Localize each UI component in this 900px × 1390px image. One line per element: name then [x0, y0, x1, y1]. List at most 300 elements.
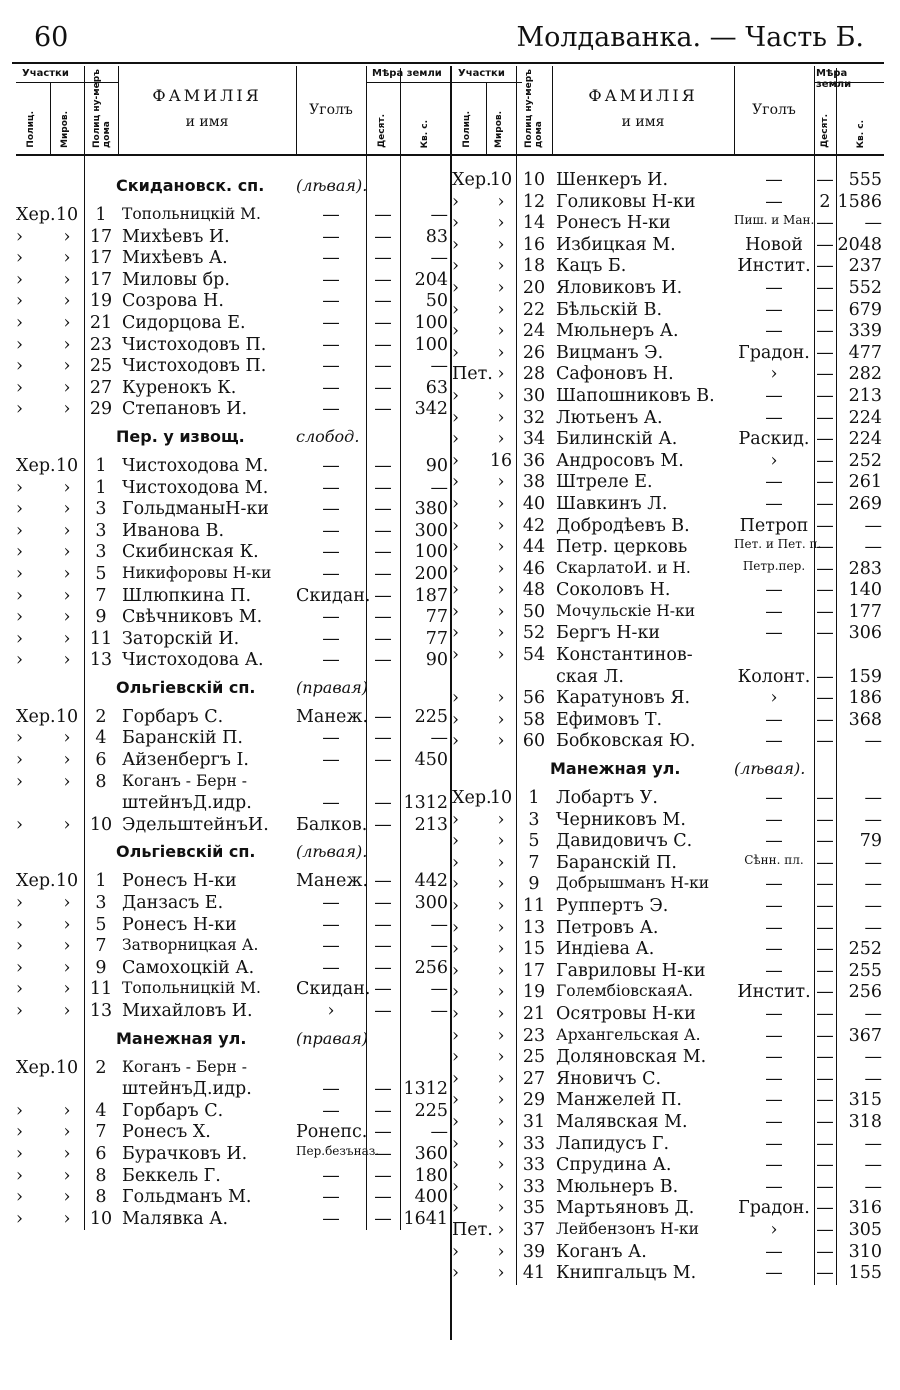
polits-cell: › — [16, 650, 23, 671]
kv-cell: 252 — [848, 939, 882, 960]
surname-cell: Бѣльскій В. — [556, 299, 663, 320]
mirov-cell: › — [63, 771, 71, 792]
surname-cell: Баранскій П. — [122, 728, 243, 749]
kv-cell: 477 — [848, 342, 882, 363]
house-number-cell: 22 — [522, 299, 546, 320]
table-row — [16, 1122, 454, 1144]
corner-cell: — — [765, 407, 783, 428]
header-polits-nomer: Полиц ну-меръ дома — [92, 69, 112, 148]
polits-cell: › — [16, 226, 23, 247]
corner-cell: — — [765, 1241, 783, 1262]
desyat-cell: — — [374, 793, 392, 814]
table-row — [16, 750, 454, 772]
table-row — [16, 815, 454, 837]
table-row — [452, 559, 884, 581]
corner-cell: Сѣнн. пл. — [744, 852, 804, 867]
corner-cell: — — [322, 291, 340, 312]
polits-cell: Хер. — [16, 205, 56, 225]
mirov-cell: › — [497, 1003, 505, 1024]
mirov-cell: › — [63, 1143, 71, 1164]
table-row — [452, 1047, 884, 1069]
surname-cell: Книпгальцъ М. — [556, 1263, 697, 1284]
table-row — [16, 499, 454, 521]
kv-cell: 555 — [848, 170, 882, 190]
desyat-cell: — — [374, 728, 392, 749]
corner-cell: Пет. и Пет. п. — [734, 537, 822, 552]
polits-cell: › — [452, 407, 459, 428]
corner-cell: — — [765, 731, 783, 752]
kv-cell: 100 — [414, 334, 448, 355]
house-number-cell: 29 — [89, 399, 113, 420]
house-number-cell: 6 — [95, 750, 107, 771]
table-row — [452, 300, 884, 322]
kv-cell: 256 — [848, 982, 882, 1003]
polits-cell: › — [452, 342, 459, 363]
mirov-cell: › — [497, 1025, 505, 1046]
kv-cell: 213 — [414, 814, 448, 835]
polits-cell: › — [452, 960, 459, 981]
header-polits-right: Полиц. — [462, 111, 472, 148]
table-row — [452, 961, 884, 983]
mirov-cell: › — [497, 1047, 505, 1068]
surname-cell: Лобартъ У. — [556, 788, 658, 809]
polits-cell: › — [452, 450, 459, 471]
surname-cell: Кацъ Б. — [556, 256, 627, 277]
mirov-cell: › — [63, 499, 71, 520]
corner-cell: — — [765, 1155, 783, 1176]
surname-cell: Гольдманъ М. — [122, 1187, 252, 1208]
kv-cell: 224 — [848, 407, 882, 428]
house-number-cell: 10 — [89, 814, 113, 835]
corner-cell: — — [765, 960, 783, 981]
table-row — [452, 1026, 884, 1048]
table-row — [452, 213, 884, 235]
section-title: Манежная ул. — [116, 1028, 247, 1048]
left-column — [16, 66, 454, 1380]
desyat-cell: — — [374, 520, 392, 541]
kv-cell: 552 — [848, 277, 882, 298]
surname-cell: Данзасъ Е. — [122, 893, 224, 914]
surname-cell: Каратуновъ Я. — [556, 688, 691, 709]
table-row — [452, 831, 884, 853]
desyat-cell: — — [374, 650, 392, 671]
house-number-cell: 17 — [522, 960, 546, 981]
desyat-cell: — — [816, 623, 834, 644]
desyat-cell: — — [816, 256, 834, 277]
house-number-cell: 13 — [522, 917, 546, 938]
surname-cell: Михѣевъ И. — [122, 226, 230, 247]
polits-cell: › — [452, 234, 459, 255]
polits-cell: › — [452, 515, 459, 536]
mirov-cell: 10 — [489, 788, 513, 809]
polits-cell: › — [16, 542, 23, 563]
house-number-cell: 1 — [95, 455, 107, 476]
surname-cell: ГольдманыН-ки — [122, 499, 269, 520]
house-number-cell: 56 — [522, 688, 546, 709]
house-number-cell: 14 — [522, 213, 546, 234]
desyat-cell: — — [816, 1111, 834, 1132]
polits-cell: › — [452, 874, 459, 895]
kv-cell: 1641 — [403, 1208, 448, 1229]
header-polits-nomer-right: Полиц ну-меръ дома — [524, 69, 544, 148]
house-number-cell: 19 — [522, 982, 546, 1003]
table-row — [452, 278, 884, 300]
house-number-cell: 10 — [522, 170, 546, 190]
polits-cell: › — [16, 563, 23, 584]
header-mirov-right: Миров. — [494, 110, 504, 148]
polits-cell: › — [452, 1241, 459, 1262]
polits-cell: › — [16, 893, 23, 914]
surname-cell: Бурачковъ И. — [122, 1143, 248, 1164]
house-number-cell: 27 — [89, 377, 113, 398]
polits-cell: › — [452, 493, 459, 514]
corner-cell: Петроп — [739, 515, 809, 536]
polits-cell: › — [452, 623, 459, 644]
mirov-cell: › — [63, 628, 71, 649]
polits-cell: › — [16, 248, 23, 269]
house-number-cell: 1 — [528, 788, 540, 809]
desyat-cell: — — [374, 455, 392, 476]
polits-cell: › — [16, 957, 23, 978]
mirov-cell: › — [63, 957, 71, 978]
corner-cell: Петр.пер. — [742, 558, 806, 573]
mirov-cell: › — [63, 893, 71, 914]
surname-cell: Избицкая М. — [556, 234, 676, 255]
mirov-cell: › — [497, 917, 505, 938]
polits-cell: › — [452, 939, 459, 960]
house-number-cell: 12 — [522, 191, 546, 212]
kv-cell: 1312 — [403, 793, 448, 814]
corner-cell: — — [765, 1025, 783, 1046]
table-row — [452, 853, 884, 875]
corner-cell: — — [765, 1263, 783, 1284]
section-side: (лѣвая). — [734, 759, 806, 779]
corner-cell: — — [765, 788, 783, 809]
mirov-cell: › — [63, 269, 71, 290]
mirov-cell: › — [497, 580, 505, 601]
corner-cell: — — [765, 1047, 783, 1068]
kv-cell: — — [864, 515, 882, 536]
desyat-cell: — — [816, 364, 834, 385]
kv-cell: 237 — [848, 256, 882, 277]
surname-cell: Чистоходова М. — [122, 455, 269, 476]
desyat-cell: — — [816, 809, 834, 830]
corner-cell: — — [322, 563, 340, 584]
polits-cell: › — [16, 499, 23, 520]
desyat-cell: — — [816, 1219, 834, 1240]
desyat-cell: — — [374, 750, 392, 771]
desyat-cell: — — [816, 234, 834, 255]
corner-cell: — — [322, 1100, 340, 1121]
house-number-cell: 25 — [522, 1047, 546, 1068]
kv-cell: — — [864, 731, 882, 752]
desyat-cell: — — [374, 312, 392, 333]
house-number-cell: 9 — [528, 874, 540, 895]
header-desyat: Десят. — [377, 114, 387, 148]
mirov-cell: › — [497, 1155, 505, 1176]
desyat-cell: — — [816, 1003, 834, 1024]
desyat-cell: — — [816, 1068, 834, 1089]
polits-cell: › — [452, 852, 459, 873]
table-row — [452, 1155, 884, 1177]
table-row — [452, 1198, 884, 1220]
kv-cell: 310 — [848, 1241, 882, 1262]
polits-cell: › — [452, 429, 459, 450]
mirov-cell: › — [497, 1133, 505, 1154]
polits-cell: › — [452, 472, 459, 493]
surname-cell: Чистоходова А. — [122, 650, 264, 671]
kv-cell: 186 — [848, 688, 882, 709]
kv-cell: 100 — [414, 312, 448, 333]
house-number-cell: 1 — [95, 205, 107, 225]
mirov-cell: › — [63, 936, 71, 957]
table-row — [16, 478, 454, 500]
mirov-cell: › — [497, 1176, 505, 1197]
kv-cell: 360 — [414, 1143, 448, 1164]
house-number-cell: 27 — [522, 1068, 546, 1089]
house-number-cell: 30 — [522, 385, 546, 406]
surname-cell: Сидорцова Е. — [122, 312, 246, 333]
polits-cell: › — [16, 312, 23, 333]
corner-cell: — — [765, 1003, 783, 1024]
mirov-cell: 10 — [55, 455, 79, 476]
house-number-cell: 33 — [522, 1176, 546, 1197]
section-heading — [16, 836, 454, 871]
kv-cell: 450 — [414, 750, 448, 771]
table-row — [452, 1090, 884, 1112]
kv-cell: 339 — [848, 321, 882, 342]
surname-cell: Черниковъ М. — [556, 809, 686, 830]
kv-cell: — — [430, 979, 448, 1000]
mirov-cell: › — [497, 1263, 505, 1284]
polits-cell: › — [452, 1155, 459, 1176]
surname-cell: Коганъ - Берн - — [122, 771, 247, 790]
table-row — [16, 871, 454, 893]
polits-cell: › — [452, 601, 459, 622]
header-rule — [12, 62, 884, 64]
kv-cell: 306 — [848, 623, 882, 644]
polits-cell: › — [452, 256, 459, 277]
kv-cell: 155 — [848, 1263, 882, 1284]
table-row — [452, 256, 884, 278]
corner-cell: Градон. — [738, 342, 810, 363]
kv-cell: 63 — [425, 377, 448, 398]
mirov-cell: › — [497, 191, 505, 212]
mirov-cell: › — [63, 356, 71, 377]
surname-cell: Манжелей П. — [556, 1090, 682, 1111]
corner-cell: — — [322, 542, 340, 563]
surname-cell: Баранскій П. — [556, 852, 677, 873]
polits-cell: › — [16, 399, 23, 420]
surname-cell: Архангельская А. — [556, 1025, 701, 1044]
table-row — [16, 893, 454, 915]
corner-cell: Новой — [745, 234, 803, 255]
table-row — [452, 1263, 884, 1285]
corner-cell: — — [322, 893, 340, 914]
mirov-cell: 10 — [55, 706, 79, 727]
kv-cell: — — [864, 537, 882, 558]
house-number-cell: 20 — [522, 277, 546, 298]
desyat-cell: — — [816, 277, 834, 298]
kv-cell: — — [864, 1047, 882, 1068]
mirov-cell: › — [497, 537, 505, 558]
header-ugol: Уголъ — [309, 102, 353, 118]
mirov-cell: › — [63, 334, 71, 355]
desyat-cell: — — [816, 731, 834, 752]
surname-cell: Ефимовъ Т. — [556, 709, 663, 730]
polits-cell: › — [452, 537, 459, 558]
mirov-cell: › — [497, 256, 505, 277]
corner-cell: — — [765, 321, 783, 342]
polits-cell: › — [16, 269, 23, 290]
surname-cell: Скибинская К. — [122, 542, 259, 563]
house-number-cell: 18 — [522, 256, 546, 277]
mirov-cell: › — [497, 1198, 505, 1219]
surname-cell: Коганъ А. — [556, 1241, 647, 1262]
corner-cell: — — [322, 399, 340, 420]
polits-cell: › — [16, 750, 23, 771]
table-row — [16, 728, 454, 750]
desyat-cell: — — [816, 666, 834, 687]
house-number-cell: 39 — [522, 1241, 546, 1262]
mirov-cell: › — [497, 364, 505, 385]
polits-cell: › — [16, 607, 23, 628]
house-number-cell: 1 — [95, 477, 107, 498]
table-row — [16, 1187, 454, 1209]
desyat-cell: — — [816, 896, 834, 916]
surname-cell: Яновичъ С. — [556, 1068, 662, 1089]
desyat-cell: — — [374, 957, 392, 978]
mirov-cell: › — [63, 377, 71, 398]
header-mera-zemli-right: Мѣра земли — [816, 68, 852, 90]
kv-cell: — — [430, 1001, 448, 1021]
polits-cell: › — [16, 771, 23, 792]
desyat-cell: — — [816, 1025, 834, 1046]
table-row — [16, 958, 454, 980]
desyat-cell: — — [374, 399, 392, 420]
kv-cell: 316 — [848, 1198, 882, 1219]
section-title: Ольгіевскій сп. — [116, 842, 256, 862]
table-row — [452, 1134, 884, 1156]
surname-cell: Михайловъ И. — [122, 1001, 253, 1021]
kv-cell: 283 — [848, 558, 882, 579]
surname-cell: Айзенбергъ I. — [122, 750, 249, 771]
polits-cell: › — [16, 356, 23, 377]
polits-cell: › — [16, 914, 23, 935]
corner-cell: — — [765, 601, 783, 622]
mirov-cell: 10 — [55, 871, 79, 892]
surname-cell: Свѣчниковъ М. — [122, 607, 263, 628]
table-row — [16, 356, 454, 378]
house-number-cell: 8 — [95, 771, 107, 792]
table-row — [452, 321, 884, 343]
polits-cell: › — [452, 1133, 459, 1154]
kv-cell: 261 — [848, 472, 882, 493]
table-row — [452, 602, 884, 624]
mirov-cell: › — [497, 1219, 505, 1240]
desyat-cell: — — [374, 1122, 392, 1143]
corner-cell: — — [765, 709, 783, 730]
kv-cell: 100 — [414, 542, 448, 563]
section-heading — [452, 753, 884, 788]
surname-cell: Степановъ И. — [122, 399, 248, 420]
house-number-cell: 23 — [89, 334, 113, 355]
table-row — [452, 623, 884, 645]
desyat-cell: — — [374, 477, 392, 498]
mirov-cell: › — [497, 688, 505, 709]
table-row — [16, 650, 454, 672]
polits-cell: Пет. — [452, 364, 493, 385]
table-row — [452, 1069, 884, 1091]
table-row — [16, 1001, 454, 1023]
polits-cell: › — [452, 1176, 459, 1197]
surname-cell: Коганъ - Берн - — [122, 1057, 247, 1076]
header-i-imya: и имя — [185, 114, 229, 130]
header-uchastki: Участки — [22, 68, 69, 79]
polits-cell: › — [452, 299, 459, 320]
corner-cell: › — [770, 364, 778, 385]
polits-cell: › — [452, 321, 459, 342]
kv-cell: 90 — [425, 455, 448, 476]
mirov-cell: › — [497, 429, 505, 450]
mirov-cell: › — [497, 1111, 505, 1132]
polits-cell: › — [16, 1165, 23, 1186]
surname-cell: Созрова Н. — [122, 291, 224, 312]
corner-cell: — — [322, 1208, 340, 1229]
table-row — [16, 793, 454, 815]
surname-cell: Иванова В. — [122, 520, 225, 541]
mirov-cell: › — [497, 558, 505, 579]
surname-cell: Осятровы Н-ки — [556, 1003, 696, 1024]
polits-cell: › — [452, 277, 459, 298]
corner-cell: — — [765, 917, 783, 938]
mirov-cell: › — [497, 213, 505, 234]
desyat-cell: — — [816, 688, 834, 709]
house-number-cell: 15 — [522, 939, 546, 960]
polits-cell: › — [452, 1047, 459, 1068]
kv-cell: 300 — [414, 893, 448, 914]
house-number-cell: 5 — [95, 914, 107, 935]
corner-cell: — — [765, 1176, 783, 1197]
mirov-cell: 10 — [55, 1057, 79, 1078]
section-side: слобод. — [296, 426, 360, 446]
corner-cell: — — [765, 170, 783, 190]
surname-cell: Малявка А. — [122, 1208, 229, 1229]
table-row — [452, 235, 884, 257]
table-row — [16, 248, 454, 270]
table-row — [16, 586, 454, 608]
header-mera-zemli: Мѣра земли — [372, 68, 442, 79]
mirov-cell: › — [497, 1090, 505, 1111]
surname-cell: Шапошниковъ В. — [556, 385, 715, 406]
corner-cell: — — [322, 957, 340, 978]
desyat-cell: — — [816, 1090, 834, 1111]
header-desyat-right: Десят. — [820, 114, 830, 148]
corner-cell: Балков. — [296, 814, 368, 835]
table-row — [452, 580, 884, 602]
right-rows — [452, 156, 884, 1285]
house-number-cell: 21 — [89, 312, 113, 333]
surname-cell: Сафоновъ Н. — [556, 364, 674, 385]
house-number-cell: 4 — [95, 1100, 107, 1121]
corner-cell: Раскид. — [738, 429, 810, 450]
mirov-cell: › — [497, 874, 505, 895]
kv-cell: 305 — [848, 1219, 882, 1240]
kv-cell: 679 — [848, 299, 882, 320]
house-number-cell: 21 — [522, 1003, 546, 1024]
house-number-cell: 9 — [95, 957, 107, 978]
kv-cell: — — [430, 728, 448, 749]
